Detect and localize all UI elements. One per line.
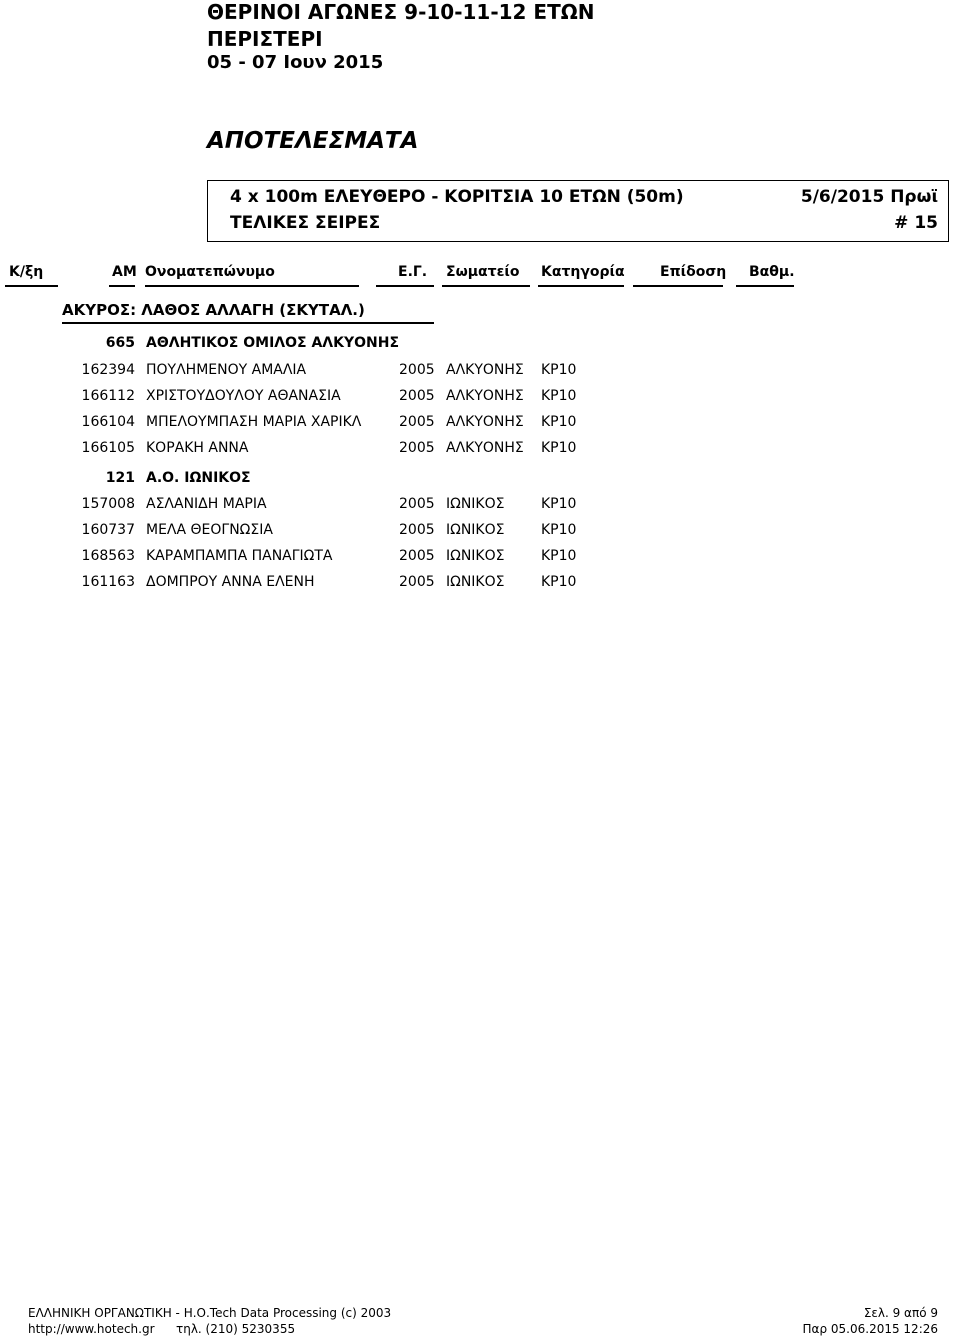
team-club-name: ΑΘΛΗΤΙΚΟΣ ΟΜΙΛΟΣ ΑΛΚΥΟΝΗΣ — [146, 335, 400, 351]
swimmer-club: ΑΛΚΥΟΝΗΣ — [446, 388, 524, 404]
swimmer-year: 2005 — [399, 388, 435, 404]
footer-phone: τηλ. (210) 5230355 — [176, 1322, 296, 1336]
swimmer-name: ΚΟΡΑΚΗ ΑΝΝΑ — [146, 440, 249, 456]
swimmer-am: 166104 — [81, 414, 135, 430]
swimmer-category: ΚΡ10 — [541, 522, 577, 538]
swimmer-club: ΙΩΝΙΚΟΣ — [446, 548, 505, 564]
swimmer-category: ΚΡ10 — [541, 414, 577, 430]
footer-page-number: Σελ. 9 από 9 — [863, 1306, 938, 1320]
team-club-name: Α.Ο. ΙΩΝΙΚΟΣ — [146, 470, 251, 486]
col-year-underline — [376, 285, 434, 287]
col-name: Ονοματεπώνυμο — [145, 264, 275, 280]
meet-venue: ΠΕΡΙΣΤΕΡΙ — [207, 27, 323, 51]
swimmer-am: 168563 — [81, 548, 135, 564]
swimmer-year: 2005 — [399, 414, 435, 430]
swimmer-name: ΚΑΡΑΜΠΑΜΠΑ ΠΑΝΑΓΙΩΤΑ — [146, 548, 333, 564]
swimmer-year: 2005 — [399, 548, 435, 564]
swimmer-am: 166105 — [81, 440, 135, 456]
swimmer-category: ΚΡ10 — [541, 440, 577, 456]
col-am-underline — [109, 285, 135, 287]
swimmer-category: ΚΡ10 — [541, 548, 577, 564]
col-rank: Κ/ξη — [9, 264, 44, 280]
event-box — [207, 180, 949, 242]
swimmer-club: ΙΩΝΙΚΟΣ — [446, 522, 505, 538]
swimmer-name: ΑΣΛΑΝΙΔΗ ΜΑΡΙΑ — [146, 496, 267, 512]
section-underline — [62, 322, 434, 324]
swimmer-am: 161163 — [81, 574, 135, 590]
swimmer-am: 157008 — [81, 496, 135, 512]
swimmer-category: ΚΡ10 — [541, 362, 577, 378]
swimmer-am: 160737 — [81, 522, 135, 538]
swimmer-category: ΚΡ10 — [541, 496, 577, 512]
swimmer-name: ΜΠΕΛΟΥΜΠΑΣΗ ΜΑΡΙΑ ΧΑΡΙΚΛ — [146, 414, 362, 430]
swimmer-name: ΧΡΙΣΤΟΥΔΟΥΛΟΥ ΑΘΑΝΑΣΙΑ — [146, 388, 341, 404]
footer-website[interactable]: http://www.hotech.gr — [28, 1322, 155, 1336]
footer-printed-date: Παρ 05.06.2015 12:26 — [802, 1322, 938, 1336]
meet-title: ΘΕΡΙΝΟΙ ΑΓΩΝΕΣ 9-10-11-12 ΕΤΩΝ — [207, 0, 595, 24]
col-points-underline — [736, 285, 794, 287]
col-performance: Επίδοση — [660, 264, 727, 280]
swimmer-name: ΔΟΜΠΡΟΥ ΑΝΝΑ ΕΛΕΝΗ — [146, 574, 315, 590]
col-points: Βαθμ. — [749, 264, 795, 280]
swimmer-category: ΚΡ10 — [541, 388, 577, 404]
team-code: 121 — [105, 470, 135, 486]
col-year: Ε.Γ. — [398, 264, 428, 280]
swimmer-name: ΠΟΥΛΗΜΕΝΟΥ ΑΜΑΛΙΑ — [146, 362, 307, 378]
swimmer-am: 166112 — [81, 388, 135, 404]
swimmer-year: 2005 — [399, 362, 435, 378]
col-club: Σωματείο — [446, 264, 520, 280]
col-club-underline — [442, 285, 530, 287]
col-name-underline — [145, 285, 359, 287]
swimmer-year: 2005 — [399, 522, 435, 538]
swimmer-year: 2005 — [399, 440, 435, 456]
swimmer-club: ΙΩΝΙΚΟΣ — [446, 496, 505, 512]
col-rank-underline — [5, 285, 58, 287]
swimmer-year: 2005 — [399, 574, 435, 590]
event-number: # 15 — [894, 213, 938, 233]
event-date: 5/6/2015 Πρωϊ — [800, 187, 938, 207]
results-heading: ΑΠΟΤΕΛΕΣΜΑΤΑ — [207, 128, 419, 154]
event-stage: ΤΕΛΙΚΕΣ ΣΕΙΡΕΣ — [230, 213, 381, 233]
col-performance-underline — [633, 285, 723, 287]
meet-dates: 05 - 07 Ιουν 2015 — [207, 52, 384, 73]
swimmer-category: ΚΡ10 — [541, 574, 577, 590]
swimmer-year: 2005 — [399, 496, 435, 512]
swimmer-club: ΑΛΚΥΟΝΗΣ — [446, 440, 524, 456]
section-title: ΑΚΥΡΟΣ: ΛΑΘΟΣ ΑΛΛΑΓΗ (ΣΚΥΤΑΛ.) — [62, 301, 365, 319]
team-code: 665 — [105, 335, 135, 351]
swimmer-name: ΜΕΛΑ ΘΕΟΓΝΩΣΙΑ — [146, 522, 273, 538]
col-category: Κατηγορία — [541, 264, 625, 280]
swimmer-club: ΑΛΚΥΟΝΗΣ — [446, 414, 524, 430]
col-category-underline — [538, 285, 624, 287]
event-name: 4 x 100m ΕΛΕΥΘΕΡΟ - ΚΟΡΙΤΣΙΑ 10 ΕΤΩΝ (50m) — [230, 187, 684, 207]
footer-company: ΕΛΛΗΝΙΚΗ ΟΡΓΑΝΩΤΙΚΗ - Η.Ο.Tech Data Processing (c) 2003 — [28, 1306, 392, 1320]
swimmer-am: 162394 — [81, 362, 135, 378]
swimmer-club: ΙΩΝΙΚΟΣ — [446, 574, 505, 590]
col-am: ΑΜ — [112, 264, 137, 280]
swimmer-club: ΑΛΚΥΟΝΗΣ — [446, 362, 524, 378]
